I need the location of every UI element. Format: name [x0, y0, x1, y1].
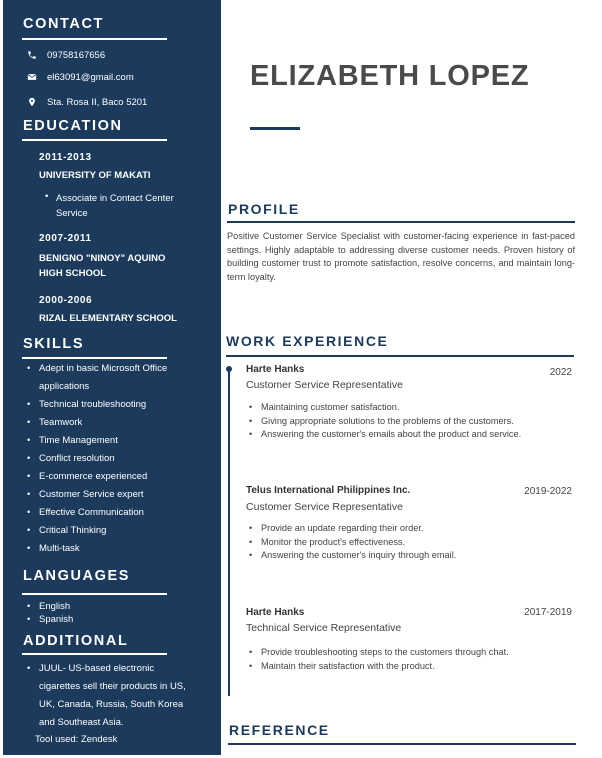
- list-item: • Conflict resolution: [27, 450, 192, 468]
- job-duties: [249, 401, 521, 442]
- reference-heading: REFERENCE: [229, 722, 330, 738]
- skills-rule: [22, 357, 167, 359]
- address-text: Sta. Rosa II, Baco 5201: [47, 96, 148, 108]
- list-item: • Answering the customer's emails about the product and service.: [249, 428, 521, 442]
- edu-school: UNIVERSITY OF MAKATI: [39, 170, 151, 181]
- job-role: Customer Service Representative: [246, 501, 403, 513]
- phone-text: 09758167656: [47, 49, 106, 61]
- additional-heading: ADDITIONAL: [23, 633, 129, 649]
- edu-years: 2000-2006: [39, 295, 93, 306]
- contact-heading: CONTACT: [23, 16, 105, 32]
- contact-email: [27, 69, 134, 85]
- work-heading: WORK EXPERIENCE: [226, 333, 389, 349]
- email-text: el63091@gmail.com: [47, 71, 134, 83]
- list-item: • Technical troubleshooting: [27, 396, 192, 414]
- list-item: • Answering the customer's inquiry through email.: [249, 549, 456, 563]
- work-rule: [226, 355, 574, 357]
- job-duties: [249, 522, 456, 563]
- job-date: 2022: [549, 367, 572, 378]
- list-item: • Monitor the product's effectiveness.: [249, 536, 456, 550]
- list-item: • Provide troubleshooting steps to the customers through chat.: [249, 646, 509, 660]
- list-item: • Giving appropriate solutions to the problems of the customers.: [249, 415, 521, 429]
- list-item: • Maintain their satisfaction with the product.: [249, 660, 509, 674]
- job-company: Harte Hanks: [246, 364, 305, 375]
- list-item: • Effective Communication: [27, 504, 192, 522]
- additional-text: [27, 660, 187, 732]
- tool-used: Tool used: Zendesk: [35, 734, 118, 745]
- edu-years: 2007-2011: [39, 233, 92, 244]
- languages-list: [27, 600, 73, 626]
- list-item: • Critical Thinking: [27, 522, 192, 540]
- profile-text: Positive Customer Service Specialist with customer-facing experience in fast-paced settings. Highly adaptable to addressing diverse customer needs. Proven history of building customer trust to promote satisfaction, resolve concerns, and maintain long-term loyalty.: [227, 231, 575, 282]
- location-pin-icon: [27, 97, 37, 107]
- job-date: 2017-2019: [524, 607, 572, 618]
- education-rule: [22, 139, 167, 141]
- list-item: • E-commerce experienced: [27, 468, 192, 486]
- list-item: • Spanish: [27, 613, 73, 626]
- profile-heading: PROFILE: [228, 201, 300, 217]
- languages-heading: LANGUAGES: [23, 568, 131, 584]
- timeline-dot: [226, 366, 232, 372]
- edu-years: 2011-2013: [39, 152, 92, 163]
- reference-rule: [228, 743, 576, 745]
- job-company: Telus International Philippines Inc.: [246, 485, 411, 496]
- contact-rule: [22, 38, 167, 40]
- name-underline: [250, 127, 300, 130]
- job-role: Technical Service Representative: [246, 622, 402, 634]
- job-duties: [249, 646, 509, 673]
- job-role: Customer Service Representative: [246, 379, 403, 391]
- email-icon: [27, 72, 37, 82]
- languages-rule: [22, 593, 167, 595]
- profile-rule: [227, 221, 575, 223]
- list-item: • Adept in basic Microsoft Office applications: [27, 360, 192, 396]
- sidebar: [3, 0, 221, 755]
- list-item: • Multi-task: [27, 540, 192, 558]
- job-company: Harte Hanks: [246, 607, 305, 618]
- edu-school: HIGH SCHOOL: [39, 268, 107, 279]
- education-heading: EDUCATION: [23, 118, 123, 134]
- edu-detail-bullet: •: [45, 191, 49, 202]
- contact-phone: [27, 47, 105, 63]
- edu-school: BENIGNO "NINOY" AQUINO: [39, 253, 166, 264]
- skills-heading: SKILLS: [23, 336, 85, 352]
- candidate-name: ELIZABETH LOPEZ: [250, 60, 530, 92]
- edu-detail: Associate in Contact Center Service: [56, 193, 174, 219]
- list-item: • Teamwork: [27, 414, 192, 432]
- contact-address: [27, 94, 147, 110]
- additional-bullet: • JUUL- US-based electronic cigarettes sell their products in US, UK, Canada, Russia, South Korea and Southeast Asia.: [27, 660, 187, 732]
- phone-icon: [27, 50, 37, 60]
- list-item: • English: [27, 600, 73, 613]
- additional-rule: [22, 653, 167, 655]
- list-item: • Provide an update regarding their order.: [249, 522, 456, 536]
- job-date: 2019-2022: [524, 486, 572, 497]
- timeline-line: [228, 369, 230, 696]
- list-item: • Maintaining customer satisfaction.: [249, 401, 521, 415]
- skills-list: [27, 360, 192, 558]
- list-item: • Customer Service expert: [27, 486, 192, 504]
- list-item: • Time Management: [27, 432, 192, 450]
- edu-school: RIZAL ELEMENTARY SCHOOL: [39, 313, 177, 324]
